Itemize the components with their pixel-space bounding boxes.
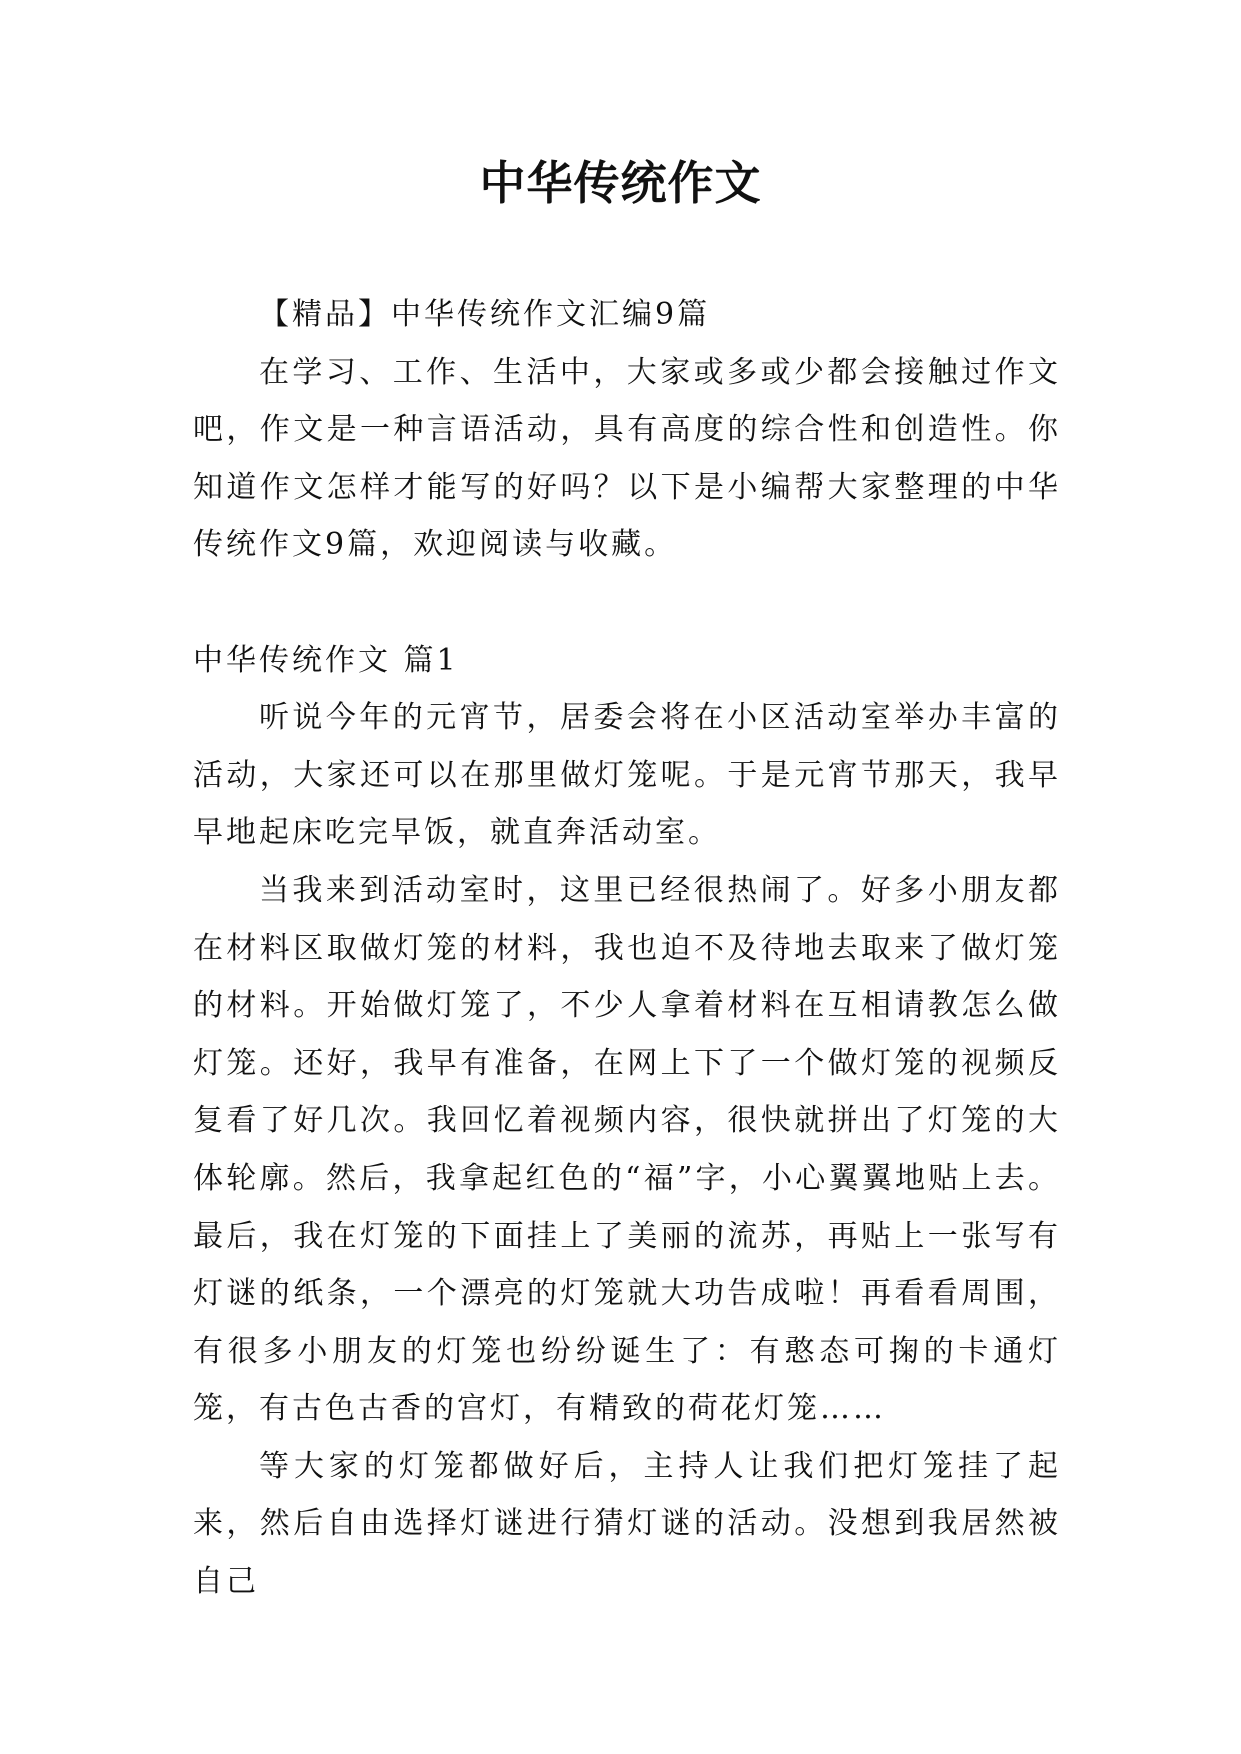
body-paragraph: 听说今年的元宵节，居委会将在小区活动室举办丰富的活动，大家还可以在那里做灯笼呢。于是元宵节那天，我早早地起床吃完早饭，就直奔活动室。 [193,700,1061,851]
document-body [193,286,1061,1611]
intro-paragraph: 在学习、工作、生活中，大家或多或少都会接触过作文吧，作文是一种言语活动，具有高度的综合性和创造性。你知道作文怎样才能写的好吗？以下是小编帮大家整理的中华传统作文9篇，欢迎阅读与收藏。 [193,354,1061,563]
section-heading: 中华传统作文 篇1 [193,642,459,678]
body-paragraph: 等大家的灯笼都做好后，主持人让我们把灯笼挂了起来，然后自由选择灯谜进行猜灯谜的活动。没想到我居然被自己 [193,1448,1061,1600]
document-title: 中华传统作文 [479,156,762,210]
body-paragraph: 当我来到活动室时，这里已经很热闹了。好多小朋友都在材料区取做灯笼的材料，我也迫不及待地去取来了做灯笼的材料。开始做灯笼了，不少人拿着材料在互相请教怎么做灯笼。还好，我早有准备，在网上下了一个做灯笼的视频反复看了好几次。我回忆着视频内容，很快就拼出了灯笼的大体轮廓。然后，我拿起红色的“福”字，小心翼翼地贴上去。最后，我在灯笼的下面挂上了美丽的流苏，再贴上一张写有灯谜的纸条，一个漂亮的灯笼就大功告成啦！再看看周围，有很多小朋友的灯笼也纷纷诞生了：有憨态可掬的卡通灯笼，有古色古香的宫灯，有精致的荷花灯笼…… [193,872,1061,1427]
document-subtitle: 【精品】中华传统作文汇编9篇 [259,297,711,332]
